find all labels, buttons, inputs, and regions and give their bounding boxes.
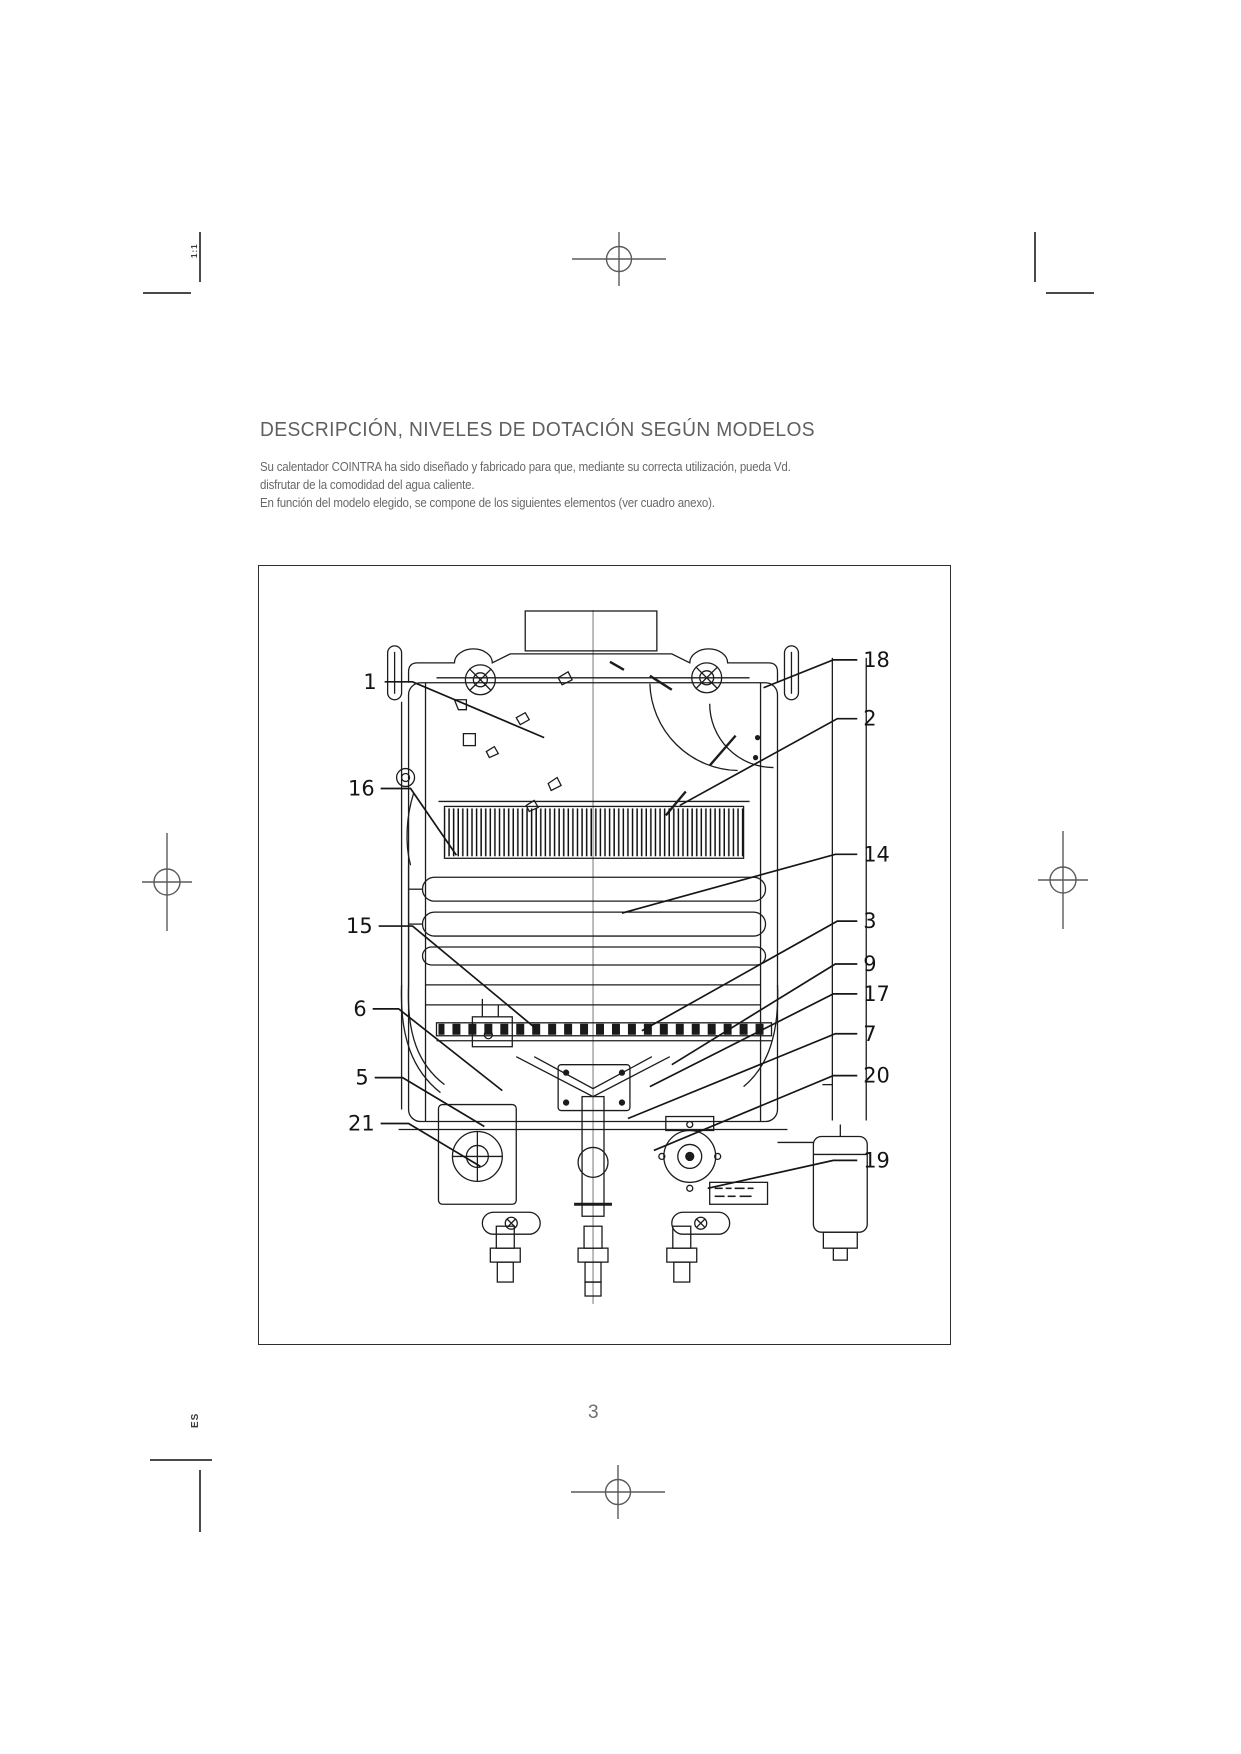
vent-arc — [710, 704, 774, 768]
leader-line-19 — [708, 1160, 858, 1188]
page-title: DESCRIPCIÓN, NIVELES DE DOTACIÓN SEGÚN MODELOS — [260, 419, 816, 442]
callout-3: 3 — [863, 909, 877, 934]
leader-line-9 — [672, 964, 857, 1065]
leader-line-2 — [680, 719, 857, 806]
callout-21: 21 — [348, 1111, 375, 1136]
crop-mark — [143, 292, 191, 294]
callout-20: 20 — [863, 1063, 890, 1088]
leader-line-3 — [642, 921, 857, 1031]
callout-19: 19 — [863, 1148, 890, 1173]
callout-18: 18 — [863, 647, 890, 672]
pipe — [423, 947, 766, 965]
intro-line-3: En función del modelo elegido, se compone de los siguientes elementos (ver cuadro anexo). — [260, 496, 715, 510]
water-heater-diagram — [258, 565, 951, 1345]
callout-14: 14 — [863, 842, 890, 867]
flue-collar — [525, 611, 657, 651]
callout-7: 7 — [863, 1021, 877, 1046]
registration-mark — [568, 1440, 668, 1544]
callout-5: 5 — [355, 1065, 369, 1090]
registration-mark — [117, 830, 217, 934]
side-knob — [397, 769, 415, 787]
intro-paragraph — [260, 458, 867, 512]
callout-17: 17 — [863, 981, 890, 1006]
registration-mark — [569, 207, 669, 311]
callout-6: 6 — [353, 996, 367, 1021]
leader-line-14 — [622, 854, 857, 913]
callout-9: 9 — [863, 951, 877, 976]
water-heater-drawing — [259, 566, 950, 1344]
scale-mark-text: 1:1 — [190, 243, 199, 258]
pipe — [423, 912, 766, 936]
page-number: 3 — [588, 1402, 599, 1423]
callout-16: 16 — [348, 776, 375, 801]
crop-mark — [150, 1459, 212, 1461]
gas-valve — [659, 1117, 721, 1192]
pipe — [423, 877, 766, 901]
leader-line-20 — [654, 1076, 857, 1151]
crop-mark — [1046, 292, 1094, 294]
intro-line-1: Su calentador COINTRA ha sido diseñado y fabricado para que, mediante su correcta utilización, pueda Vd. — [260, 460, 791, 474]
crop-mark — [199, 1470, 201, 1532]
callout-15: 15 — [346, 914, 373, 939]
callout-2: 2 — [863, 706, 877, 731]
spine-language-mark: ES — [190, 1412, 201, 1428]
intro-line-2: disfrutar de la comodidad del agua caliente. — [260, 478, 475, 492]
crop-mark — [199, 232, 201, 282]
crop-mark — [1034, 232, 1036, 282]
leader-line-5 — [375, 1078, 485, 1127]
registration-mark — [1013, 828, 1113, 932]
mounting-foot — [482, 1212, 540, 1234]
callout-1: 1 — [363, 669, 377, 694]
leader-line-7 — [628, 1034, 857, 1119]
screw — [465, 665, 495, 695]
mounting-foot — [672, 1212, 730, 1234]
battery-holder — [777, 1125, 867, 1261]
